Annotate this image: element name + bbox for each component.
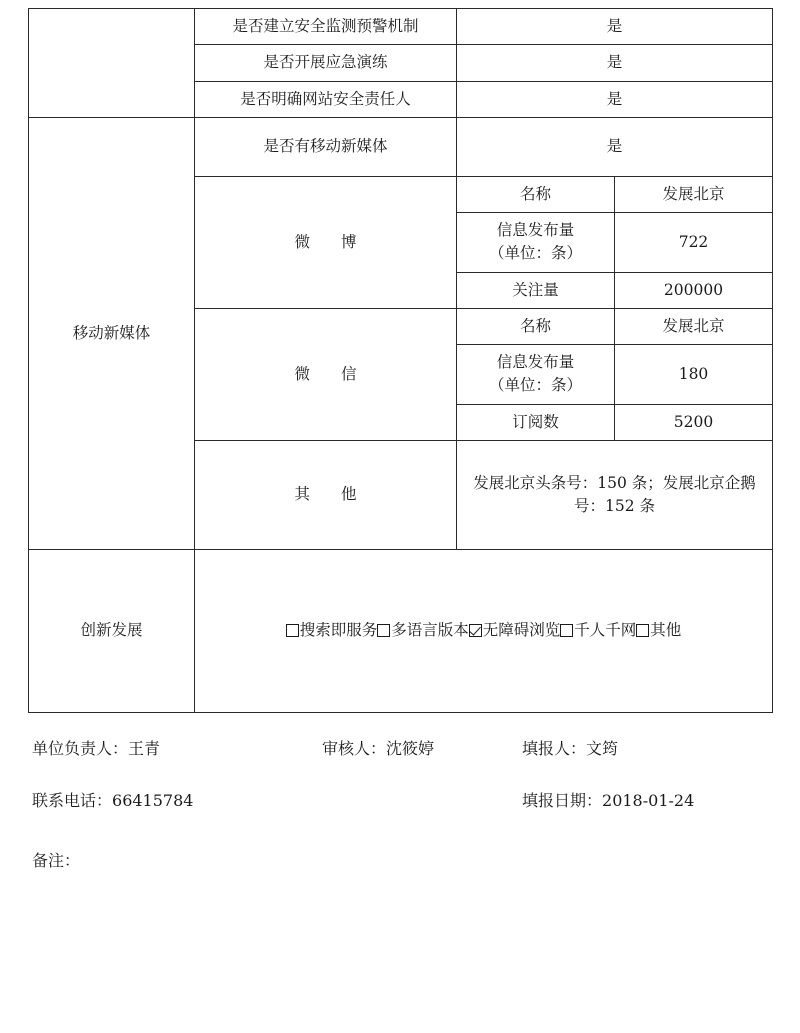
weibo-post-count-label-line1: 信息发布量: [496, 221, 575, 239]
weibo-post-count-label-line2: （单位：条）: [488, 244, 582, 263]
annual-report-table: [28, 8, 773, 713]
remark-label: 备注：: [32, 850, 81, 870]
checkbox-icon[interactable]: [560, 624, 573, 637]
empty-section-cell: [29, 9, 195, 118]
checkbox-item-other[interactable]: [636, 619, 681, 642]
unit-head-field: [32, 738, 322, 758]
reviewer-field: [322, 738, 522, 758]
footer-row-signatories: [28, 738, 772, 758]
subsection-other-label: 其 他: [195, 440, 457, 549]
weibo-post-count-label: [457, 213, 615, 273]
checkbox-icon[interactable]: [377, 624, 390, 637]
checkbox-item-accessibility[interactable]: [469, 619, 561, 642]
checkbox-label: 无障碍浏览: [482, 621, 561, 640]
weibo-name-value: 发展北京: [615, 176, 773, 212]
innovation-options-cell: [195, 549, 773, 712]
weixin-post-count-value: 180: [615, 345, 773, 405]
checkbox-label: 千人千网: [574, 621, 637, 640]
weixin-name-value: 发展北京: [615, 308, 773, 344]
row-label-security-owner: 是否明确网站安全责任人: [195, 81, 457, 117]
reviewer-value: 沈筱婷: [386, 738, 435, 758]
checkbox-icon[interactable]: [286, 624, 299, 637]
date-value: 2018-01-24: [602, 790, 695, 810]
table-row: [29, 549, 773, 712]
table-row: [29, 9, 773, 45]
unit-head-label: 单位负责人：: [32, 738, 129, 758]
row-value-has-mobile-media: 是: [457, 117, 773, 176]
section-title-mobile-media: 移动新媒体: [29, 117, 195, 549]
row-value-security-owner: 是: [457, 81, 773, 117]
weixin-subscribers-label: 订阅数: [457, 404, 615, 440]
row-label-has-mobile-media: 是否有移动新媒体: [195, 117, 457, 176]
unit-head-value: 王青: [128, 738, 161, 758]
checkbox-checked-icon[interactable]: [469, 624, 482, 637]
reviewer-label: 审核人：: [322, 738, 387, 758]
checkbox-label: 多语言版本: [391, 621, 469, 640]
phone-value: 66415784: [112, 790, 194, 810]
row-label-security-monitor: 是否建立安全监测预警机制: [195, 9, 457, 45]
filler-field: [522, 738, 772, 758]
phone-label: 联系电话：: [32, 790, 113, 810]
weibo-followers-label: 关注量: [457, 272, 615, 308]
row-value-security-monitor: 是: [457, 9, 773, 45]
filler-label: 填报人：: [522, 738, 587, 758]
weibo-followers-value: 200000: [615, 272, 773, 308]
checkbox-item-multilingual[interactable]: [377, 619, 469, 642]
filler-value: 文筠: [586, 738, 619, 758]
checkbox-icon[interactable]: [636, 624, 649, 637]
weixin-post-count-label-line2: （单位：条）: [488, 376, 582, 395]
checkbox-item-personalized[interactable]: [560, 619, 636, 642]
weibo-name-label: 名称: [457, 176, 615, 212]
checkbox-label: 搜索即服务: [299, 621, 378, 640]
weibo-post-count-value: 722: [615, 213, 773, 273]
row-label-emergency-drill: 是否开展应急演练: [195, 45, 457, 81]
row-value-emergency-drill: 是: [457, 45, 773, 81]
weixin-post-count-label-line1: 信息发布量: [496, 353, 575, 371]
subsection-other-value: 发展北京头条号：150 条；发展北京企鹅号：152 条: [457, 440, 773, 549]
section-title-innovation: 创新发展: [29, 549, 195, 712]
weixin-name-label: 名称: [457, 308, 615, 344]
innovation-checkbox-group: [199, 619, 768, 642]
checkbox-label: 其他: [650, 621, 682, 640]
weixin-subscribers-value: 5200: [615, 404, 773, 440]
subsection-weixin: 微 信: [195, 308, 457, 440]
date-label: 填报日期：: [522, 790, 603, 810]
footer-row-contact: [28, 790, 772, 810]
phone-field: [32, 790, 522, 810]
date-field: [522, 790, 772, 810]
table-row: [29, 117, 773, 176]
form-footer: [28, 738, 772, 870]
subsection-weibo: 微 博: [195, 176, 457, 308]
checkbox-item-search-as-service[interactable]: [286, 619, 378, 642]
weixin-post-count-label: [457, 345, 615, 405]
